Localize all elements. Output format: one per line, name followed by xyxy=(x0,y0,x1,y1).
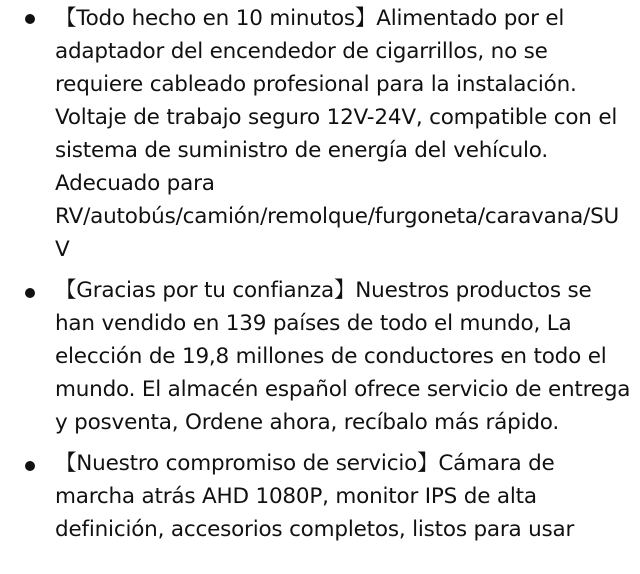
bullet-item-installation xyxy=(0,0,640,266)
bullet-item-trust xyxy=(0,274,640,439)
bullet-heading: 【Todo hecho en 10 minutos】 xyxy=(55,6,377,31)
bullet-body: Alimentado por el adaptador del encendedor de cigarrillos, no se requiere cableado profesional para la instalación. Voltaje de trabajo seguro 12V-24V, compatible con el sistema de suministro de energía del vehículo. Adecuado para RV/autobús/camión/remolque/furgoneta/caravana/SUV xyxy=(55,6,620,262)
bullet-icon xyxy=(25,288,35,298)
bullet-heading: 【Nuestro compromiso de servicio】 xyxy=(55,451,439,476)
bullet-heading: 【Gracias por tu confianza】 xyxy=(55,278,356,303)
bullet-icon xyxy=(25,14,35,24)
bullet-icon xyxy=(25,461,35,471)
bullet-text xyxy=(55,274,632,439)
bullet-body: Nuestros productos se han vendido en 139 países de todo el mundo, La elección de 19,8 millones de conductores en todo el mundo. El almacén español ofrece servicio de entrega y posventa, Ordene ahora, recíbalo más rápido. xyxy=(55,278,631,435)
bullet-text xyxy=(55,447,632,546)
bullet-item-service xyxy=(0,447,640,546)
bullet-text xyxy=(55,2,632,266)
bullet-body: Cámara de marcha atrás AHD 1080P, monitor IPS de alta definición, accesorios completos, listos para usar xyxy=(55,451,575,542)
